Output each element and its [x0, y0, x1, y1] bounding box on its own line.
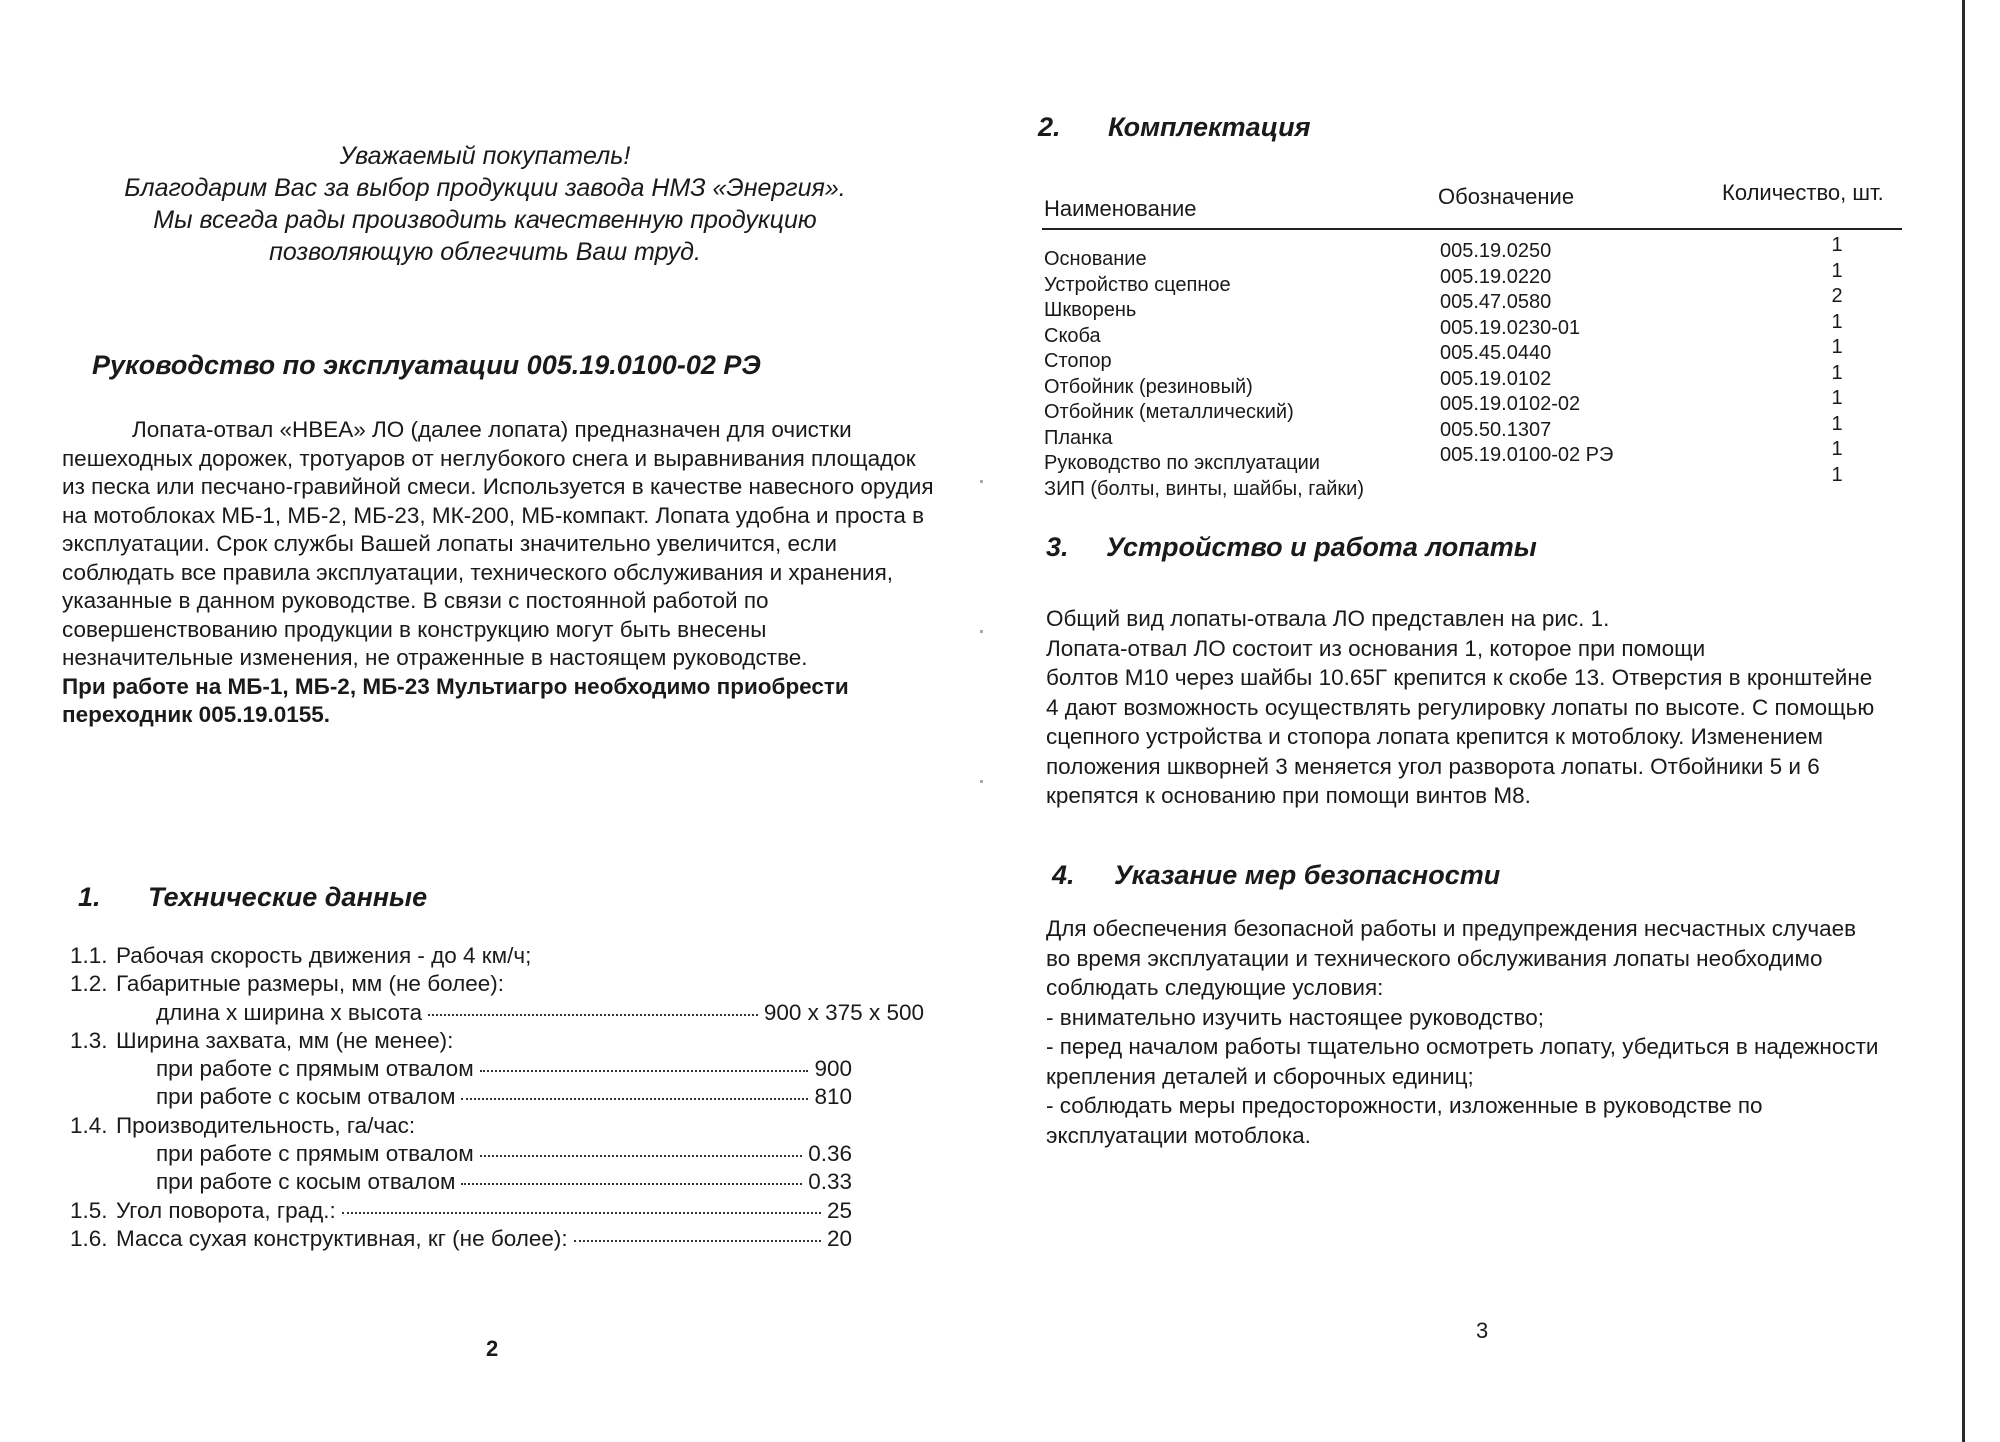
spec-label: при работе с прямым отвалом — [156, 1056, 474, 1082]
text-line: - соблюдать меры предосторожности, изложенные в руководстве по — [1046, 1093, 1763, 1118]
spec-label: Угол поворота, град.: — [116, 1197, 336, 1223]
spec-label: при работе с прямым отвалом — [156, 1141, 474, 1167]
text-line: 4 дают возможность осуществлять регулировку лопаты по высоте. С помощью — [1046, 694, 1875, 720]
spec-value: 20 — [826, 1225, 852, 1251]
cell-name: Руководство по эксплуатации — [1044, 452, 1320, 474]
section2-title: Комплектация — [1108, 112, 1311, 142]
leader-dots — [480, 1135, 803, 1157]
cell-qty: 1 — [1831, 259, 1843, 282]
cell-code: 005.19.0102-02 — [1440, 393, 1581, 415]
cell-code: 005.50.1307 — [1440, 418, 1552, 441]
spec-value: 900 — [814, 1056, 852, 1082]
cell-code: 005.45.0440 — [1440, 342, 1552, 364]
manual-title: Руководство по эксплуатации 005.19.0100-02 РЭ — [92, 350, 761, 380]
cell-qty: 1 — [1831, 438, 1843, 460]
leader-dots — [461, 1078, 808, 1100]
cell-name: ЗИП (болты, винты, шайбы, гайки) — [1044, 477, 1365, 500]
text-line: крепления деталей и сборочных единиц; — [1046, 1063, 1474, 1089]
spec-value: 900 x 375 x 500 — [763, 999, 924, 1025]
section3-number: 3. — [1046, 532, 1069, 562]
spec-label: Рабочая скорость движения - до 4 км/ч; — [116, 943, 532, 968]
section4-text — [1046, 914, 1879, 1150]
spec-value: 810 — [814, 1084, 852, 1110]
spec-num: 1.6. — [70, 1225, 108, 1251]
cell-qty: 1 — [1831, 463, 1843, 486]
cell-name: Шкворень — [1044, 299, 1137, 321]
text-line: во время эксплуатации и технического обслуживания лопаты необходимо — [1046, 945, 1823, 971]
section2-number: 2. — [1038, 112, 1061, 142]
leader-dots — [428, 994, 758, 1016]
intro-paragraph: Лопата-отвал «НВЕА» ЛО (далее лопата) предназначен для очистки пешеходных дорожек, тротуаров от неглубокого снега и выравнивания площадок из песка или песчано-гравийной смеси. Используется в качестве навесного орудия на мотоблоках МБ-1, МБ-2, МБ-23, МК-200, МБ-компакт. Лопата удобна и проста в эксплуатации. Срок службы Вашей лопаты значительно увеличится, если соблюдать все правила эксплуатации, технического обслуживания и хранения, указанные в данном руководстве. В связи с постоянной работой по совершенствованию продукции в конструкцию могут быть внесены незначительные изменения, не отраженные в настоящем руководстве. — [62, 417, 934, 670]
spec-label: Производительность, га/час: — [116, 1112, 416, 1138]
cell-qty: 2 — [1831, 285, 1843, 307]
cell-name: Планка — [1044, 426, 1113, 449]
text-line: эксплуатации мотоблока. — [1046, 1122, 1311, 1148]
spec-row — [70, 1225, 852, 1253]
page-number-left: 2 — [486, 1336, 499, 1361]
text-line: Лопата-отвал ЛО состоит из основания 1, которое при помощи — [1046, 635, 1706, 661]
section2-heading — [1038, 112, 1311, 143]
page-edge — [1962, 0, 1965, 1442]
spec-label: при работе с косым отвалом — [156, 1169, 456, 1195]
spec-label: Ширина захвата, мм (не менее): — [116, 1027, 454, 1053]
scan-spine-marks — [980, 480, 983, 860]
intro — [62, 416, 942, 730]
section3-heading — [1046, 532, 1537, 563]
text-line: крепятся к основанию при помощи винтов М8. — [1046, 783, 1531, 808]
cell-qty: 1 — [1831, 412, 1843, 435]
greeting-line: Уважаемый покупатель! — [339, 142, 631, 170]
leader-dots — [574, 1220, 821, 1242]
kit-table-body — [1042, 234, 1902, 500]
section3-text — [1046, 604, 1874, 811]
cell-name: Основание — [1044, 248, 1147, 270]
cell-name: Устройство сцепное — [1044, 273, 1231, 296]
spec-num: 1.1. — [70, 943, 108, 968]
kit-table — [1042, 176, 1902, 500]
cell-name: Скоба — [1044, 324, 1101, 347]
spec-num: 1.3. — [70, 1027, 108, 1053]
col-header-code: Обозначение — [1438, 184, 1575, 209]
cell-code: 005.47.0580 — [1440, 291, 1552, 313]
greeting-line: Благодарим Вас за выбор продукции завода НМЗ «Энергия». — [124, 174, 846, 202]
cell-code: 005.19.0230-01 — [1440, 316, 1581, 339]
spec-label: длина x ширина x высота — [156, 999, 423, 1025]
spec-num: 1.5. — [70, 1197, 108, 1223]
cell-code: 005.19.0100-02 РЭ — [1440, 444, 1614, 466]
section4-title: Указание мер безопасности — [1114, 860, 1501, 890]
cell-qty: 1 — [1831, 310, 1843, 333]
tech-specs-list — [70, 942, 930, 1253]
table-row — [1042, 438, 1902, 474]
text-line: - внимательно изучить настоящее руководство; — [1046, 1004, 1544, 1030]
section1-number: 1. — [78, 882, 101, 912]
leader-dots — [461, 1163, 802, 1185]
cell-qty: 1 — [1831, 387, 1843, 409]
cell-name: Отбойник (металлический) — [1044, 401, 1294, 423]
leader-dots — [342, 1192, 821, 1214]
cell-qty: 1 — [1831, 336, 1843, 358]
text-line: положения шкворней 3 меняется угол разворота лопаты. Отбойники 5 и 6 — [1046, 753, 1820, 779]
text-line: - перед началом работы тщательно осмотреть лопату, убедиться в надежности — [1046, 1034, 1879, 1059]
spec-row — [70, 1083, 852, 1111]
table-row — [1042, 336, 1902, 372]
spec-label: при работе с косым отвалом — [156, 1084, 456, 1110]
cell-qty: 1 — [1831, 234, 1843, 256]
section3-title: Устройство и работа лопаты — [1106, 532, 1537, 562]
spec-num: 1.2. — [70, 971, 108, 997]
col-header-qty: Количество, шт. — [1722, 180, 1884, 205]
table-row — [1042, 285, 1902, 321]
text-line: Для обеспечения безопасной работы и предупреждения несчастных случаев — [1046, 916, 1857, 941]
cell-code: 005.19.0220 — [1440, 265, 1552, 288]
section1-heading — [78, 882, 427, 913]
section4-heading — [1052, 860, 1500, 891]
section1-title: Технические данные — [148, 882, 428, 912]
spec-value: 0.36 — [808, 1141, 852, 1167]
text-line: сцепного устройства и стопора лопата крепится к мотоблоку. Изменением — [1046, 724, 1823, 749]
cell-name: Стопор — [1044, 350, 1112, 372]
greeting-line: Мы всегда рады производить качественную продукцию — [153, 206, 817, 234]
text-line: Общий вид лопаты-отвала ЛО представлен на рис. 1. — [1046, 606, 1610, 631]
spec-row — [70, 942, 610, 970]
page-number-right: 3 — [1476, 1318, 1489, 1343]
leader-dots — [480, 1050, 809, 1072]
cell-qty: 1 — [1831, 361, 1843, 384]
text-line: болтов М10 через шайбы 10.65Г крепится к скобе 13. Отверстия в кронштейне — [1046, 665, 1873, 690]
section4-number: 4. — [1052, 860, 1075, 890]
cell-code: 005.19.0250 — [1440, 240, 1552, 262]
kit-table-header — [1042, 176, 1902, 230]
cell-code: 005.19.0102 — [1440, 367, 1552, 390]
col-header-name: Наименование — [1044, 196, 1197, 221]
greeting-line: позволяющую облегчить Ваш труд. — [269, 238, 701, 266]
spec-value: 25 — [826, 1197, 852, 1223]
spec-label: Габаритные размеры, мм (не более): — [116, 971, 505, 997]
table-row — [1042, 234, 1902, 270]
spec-num: 1.4. — [70, 1112, 108, 1138]
greeting — [60, 140, 910, 268]
spec-row — [70, 999, 924, 1027]
cell-name: Отбойник (резиновый) — [1044, 375, 1253, 398]
spec-label: Масса сухая конструктивная, кг (не более): — [116, 1225, 568, 1251]
spec-value: 0.33 — [808, 1169, 852, 1195]
table-row — [1042, 387, 1902, 423]
text-line: соблюдать следующие условия: — [1046, 975, 1384, 1000]
intro-warning: При работе на МБ-1, МБ-2, МБ-23 Мультиагро необходимо приобрести переходник 005.19.0155. — [62, 673, 849, 727]
